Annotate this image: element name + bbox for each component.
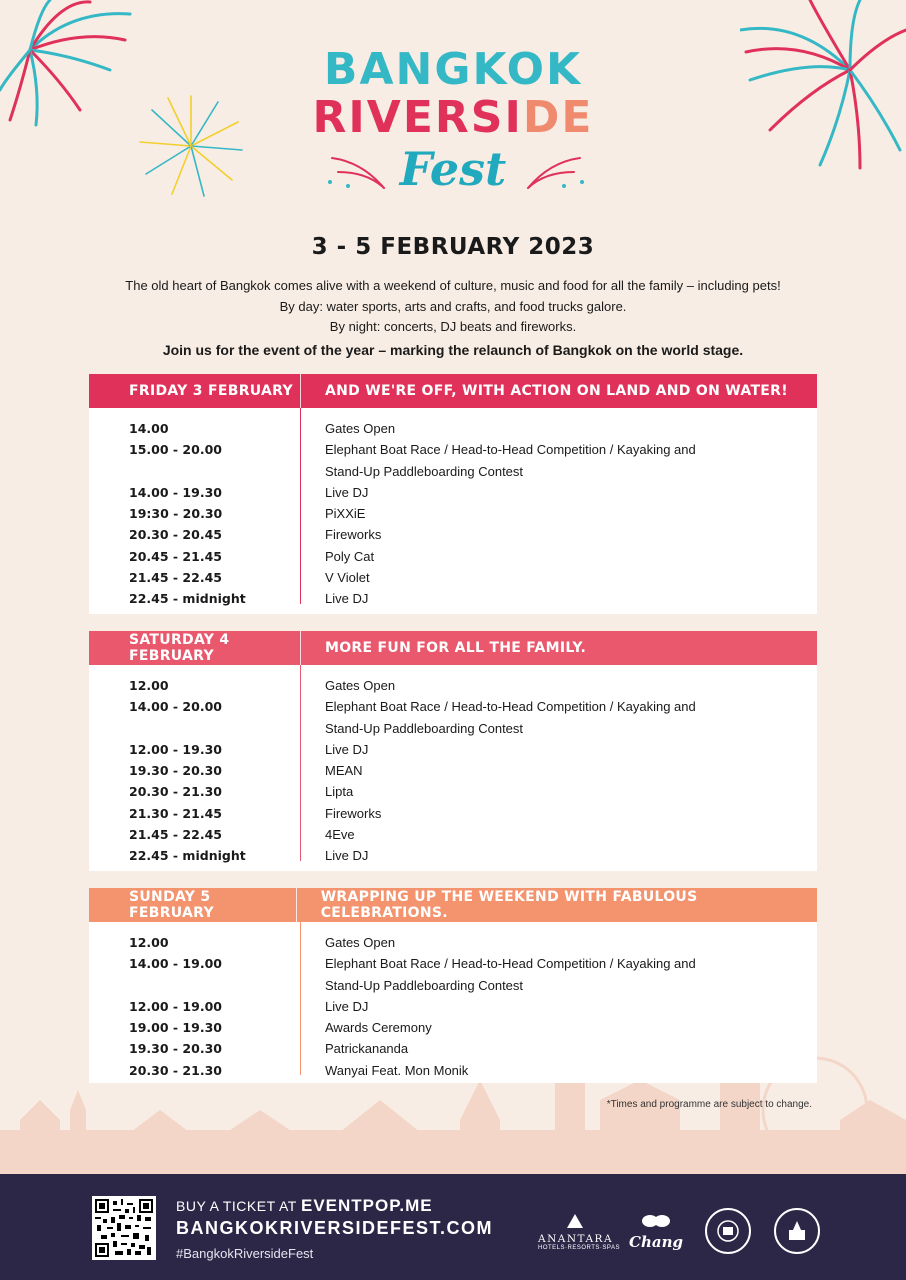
schedule-row: [89, 524, 817, 545]
schedule-row: [89, 567, 817, 588]
schedule-body: [89, 665, 817, 867]
time: 20.30 - 20.45: [129, 527, 222, 543]
schedule-row: [89, 781, 817, 802]
schedule-row: [89, 932, 817, 953]
day-tagline: WRAPPING UP THE WEEKEND WITH FABULOUS CELEBRATIONS.: [320, 889, 698, 921]
column-divider: [300, 665, 301, 861]
time: 14.00 - 20.00: [129, 699, 222, 715]
anantara-name: ANANTARA: [538, 1233, 614, 1245]
intro-headline: Join us for the event of the year – marking the relaunch of Bangkok on the world stage.: [162, 341, 744, 358]
time: 19:30 - 20.30: [129, 506, 223, 522]
event: Gates Open: [325, 935, 396, 950]
logo-fest: Fest: [399, 142, 507, 196]
time: 21.30 - 21.45: [129, 805, 222, 821]
qr-code-icon[interactable]: [92, 1196, 156, 1260]
schedule-saturday: [89, 631, 817, 871]
schedule-row: [89, 803, 817, 824]
event: Stand-Up Paddleboarding Contest: [325, 720, 524, 736]
schedule-sunday: [89, 888, 817, 1083]
sponsor-anantara-logo: [538, 1214, 620, 1251]
time: 22.45 - midnight: [129, 848, 246, 864]
event: Fireworks: [325, 527, 382, 543]
event: Gates Open: [325, 678, 396, 693]
tourism-authority-seal-icon: [774, 1208, 820, 1254]
time: 15.00 - 20.00: [129, 442, 222, 458]
chang-name: Chang: [629, 1233, 683, 1251]
event: Elephant Boat Race / Head-to-Head Competition / Kayaking and: [325, 442, 696, 458]
time: 21.45 - 22.45: [129, 827, 222, 843]
schedule-body: [89, 922, 817, 1081]
intro-line: By day: water sports, arts and crafts, and food trucks galore.: [279, 298, 627, 314]
website-link[interactable]: BANGKOKRIVERSIDEFEST.COM: [176, 1218, 494, 1238]
day-tagline: AND WE'RE OFF, WITH ACTION ON LAND AND ON WATER!: [325, 383, 788, 399]
time: 19.30 - 20.30: [129, 763, 222, 779]
time: [89, 975, 301, 996]
schedule-row: [89, 975, 817, 996]
event: MEAN: [325, 763, 363, 779]
event: Awards Ceremony: [325, 1020, 432, 1036]
schedule-row: [89, 845, 817, 866]
schedule-row: [89, 461, 817, 482]
event: PiXXiE: [325, 506, 366, 522]
section-header: [89, 631, 817, 665]
time: 12.00: [129, 935, 169, 950]
time: 22.45 - midnight: [129, 591, 246, 607]
anantara-sub: HOTELS·RESORTS·SPAS: [538, 1245, 620, 1251]
day-label: FRIDAY 3 FEBRUARY: [89, 374, 301, 408]
time: 12.00: [129, 678, 169, 693]
schedule-row: [89, 418, 817, 439]
event: Live DJ: [325, 484, 369, 500]
event: Poly Cat: [325, 548, 375, 564]
schedule-row: [89, 1017, 817, 1038]
time: [89, 718, 301, 739]
event-dates: 3 - 5 FEBRUARY 2023: [311, 234, 595, 260]
event: Gates Open: [325, 421, 396, 436]
intro-line: By night: concerts, DJ beats and fireworks.: [329, 319, 577, 334]
time: 12.00 - 19.00: [129, 998, 222, 1014]
event: Patrickananda: [325, 1041, 409, 1057]
schedule-row: [89, 1038, 817, 1059]
event: Live DJ: [325, 741, 369, 757]
sponsor-chang-logo: [628, 1212, 684, 1251]
column-divider: [300, 922, 301, 1075]
day-tagline: MORE FUN FOR ALL THE FAMILY.: [325, 640, 587, 656]
event: Fireworks: [325, 805, 382, 821]
column-divider: [300, 408, 301, 604]
schedule-row: [89, 996, 817, 1017]
time: 14.00 - 19.00: [129, 956, 222, 972]
schedule-row: [89, 718, 817, 739]
time: 12.00 - 19.30: [129, 741, 222, 757]
day-label: SATURDAY 4 FEBRUARY: [89, 631, 301, 665]
schedule-row: [89, 482, 817, 503]
schedule-row: [89, 953, 817, 974]
elephants-icon: [641, 1212, 671, 1228]
logo-spark-left-icon: [322, 148, 392, 192]
schedule-row: [89, 696, 817, 717]
schedule-row: [89, 503, 817, 524]
sponsor-seal-icon: [705, 1208, 751, 1254]
logo-bangkok: BANGKOK: [323, 44, 583, 95]
event: Lipta: [325, 784, 354, 800]
schedule-row: [89, 760, 817, 781]
schedule-friday: [89, 374, 817, 614]
intro-line: The old heart of Bangkok comes alive with a weekend of culture, music and food for all the family – including pets!: [125, 278, 781, 293]
schedule-row: [89, 675, 817, 696]
event: Elephant Boat Race / Head-to-Head Competition / Kayaking and: [325, 956, 696, 972]
day-label: SUNDAY 5 FEBRUARY: [89, 888, 297, 922]
buy-ticket-line: [176, 1196, 433, 1216]
time: 14.00 - 19.30: [129, 484, 222, 500]
logo-riverside: RIVERSIDE: [312, 92, 594, 143]
time: 21.45 - 22.45: [129, 570, 222, 586]
ticket-site-link[interactable]: EVENTPOP.ME: [300, 1196, 433, 1215]
schedule-row: [89, 588, 817, 609]
event: Live DJ: [325, 848, 369, 864]
buy-prefix: BUY A TICKET AT: [176, 1198, 297, 1214]
event: Stand-Up Paddleboarding Contest: [325, 977, 524, 993]
event: V Violet: [325, 570, 370, 586]
event: Elephant Boat Race / Head-to-Head Competition / Kayaking and: [325, 699, 696, 715]
schedule-row: [89, 739, 817, 760]
logo-spark-right-icon: [520, 148, 590, 192]
anantara-emblem-icon: [567, 1214, 583, 1228]
schedule-row: [89, 439, 817, 460]
time: 19.00 - 19.30: [129, 1020, 222, 1036]
event: Live DJ: [325, 591, 369, 607]
time: 20.30 - 21.30: [129, 784, 222, 800]
schedule-row: [89, 546, 817, 567]
festival-logo: [0, 44, 906, 196]
schedule-row: [89, 1060, 817, 1081]
time: [89, 461, 301, 482]
event: Live DJ: [325, 998, 369, 1014]
section-header: [89, 888, 817, 922]
event: Stand-Up Paddleboarding Contest: [325, 463, 524, 479]
intro-text: [40, 276, 866, 360]
section-header: [89, 374, 817, 408]
schedule-row: [89, 824, 817, 845]
time: 14.00: [129, 421, 169, 436]
hashtag: #BangkokRiversideFest: [176, 1246, 314, 1261]
footer-bar: [0, 1174, 906, 1280]
time: 20.45 - 21.45: [129, 548, 222, 564]
disclaimer-note: *Times and programme are subject to change.: [606, 1099, 812, 1110]
schedule-body: [89, 408, 817, 610]
time: 20.30 - 21.30: [129, 1062, 222, 1078]
time: 19.30 - 20.30: [129, 1041, 222, 1057]
event: 4Eve: [325, 827, 355, 843]
event: Wanyai Feat. Mon Monik: [325, 1062, 469, 1078]
